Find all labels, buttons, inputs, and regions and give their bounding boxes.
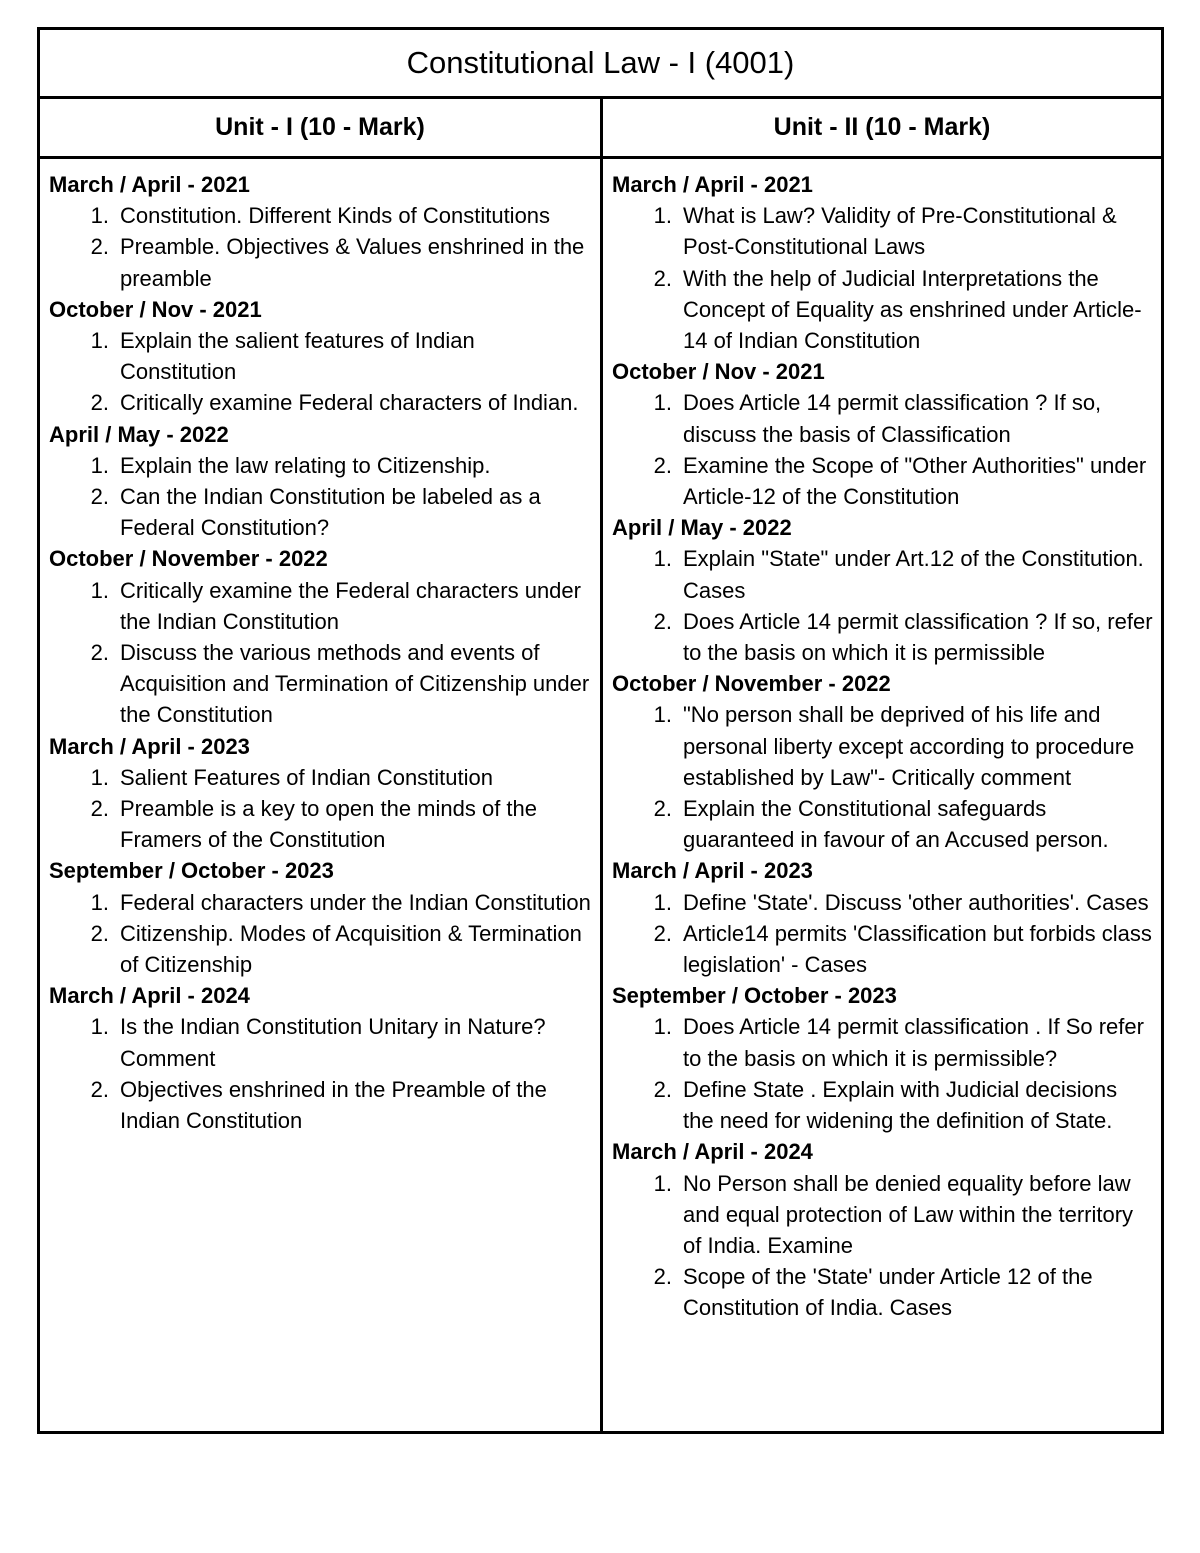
question-number: 2.	[90, 484, 109, 510]
question-item	[49, 325, 600, 387]
question-list	[612, 387, 1161, 512]
question-list	[612, 699, 1161, 855]
question-item	[49, 231, 600, 293]
question-text: Preamble. Objectives & Values enshrined in the preamble	[120, 234, 585, 291]
question-item	[49, 793, 600, 855]
question-number: 2.	[653, 265, 672, 291]
session-title: April / May - 2022	[612, 515, 792, 541]
question-number: 1.	[90, 1014, 109, 1040]
question-text: Federal characters under the Indian Constitution	[120, 889, 591, 915]
document-title: Constitutional Law - I (4001)	[39, 29, 1163, 98]
question-number: 1.	[653, 203, 672, 229]
question-item	[49, 387, 600, 418]
session-title: March / April - 2024	[612, 1139, 813, 1165]
question-item	[49, 637, 600, 731]
question-list	[49, 762, 600, 856]
question-text: Define 'State'. Discuss 'other authorities'. Cases	[683, 889, 1149, 915]
question-text: Explain the salient features of Indian Constitution	[120, 328, 475, 385]
question-number: 1.	[653, 390, 672, 416]
exam-session	[612, 512, 1161, 668]
question-number: 2.	[90, 390, 109, 416]
session-title: March / April - 2023	[49, 733, 250, 759]
question-text: Explain the law relating to Citizenship.	[120, 452, 491, 478]
question-item	[49, 481, 600, 543]
question-text: Critically examine the Federal characters under the Indian Constitution	[120, 577, 581, 634]
question-item	[612, 263, 1161, 357]
exam-session	[49, 980, 600, 1136]
question-number: 1.	[90, 203, 109, 229]
unit-1-column	[39, 158, 602, 1433]
question-text: Salient Features of Indian Constitution	[120, 764, 494, 790]
exam-session	[612, 980, 1161, 1136]
question-item	[612, 1011, 1161, 1073]
question-item	[612, 606, 1161, 668]
session-title: March / April - 2021	[49, 172, 250, 197]
question-item	[612, 887, 1161, 918]
question-list	[612, 200, 1161, 356]
question-number: 2.	[653, 452, 672, 478]
question-item	[612, 543, 1161, 605]
question-text: Scope of the 'State' under Article 12 of the Constitution of India. Cases	[683, 1264, 1093, 1321]
question-list	[612, 1168, 1161, 1324]
question-number: 2.	[90, 640, 109, 666]
unit-2-heading: Unit - II (10 - Mark)	[602, 98, 1163, 158]
question-number: 2.	[653, 1076, 672, 1102]
question-list	[49, 1011, 600, 1136]
question-text: Objectives enshrined in the Preamble of the Indian Constitution	[120, 1076, 547, 1134]
question-item	[612, 387, 1161, 449]
question-item	[612, 1168, 1161, 1262]
question-text: Does Article 14 permit classification . If So refer to the basis on which it is permissible?	[683, 1014, 1144, 1071]
session-title: October / November - 2022	[49, 546, 328, 572]
question-text: Explain the Constitutional safeguards guaranteed in favour of an Accused person.	[683, 796, 1109, 853]
unit-1-heading: Unit - I (10 - Mark)	[39, 98, 602, 158]
unit-1-sessions	[49, 169, 600, 1136]
question-item	[49, 450, 600, 481]
session-title: March / April - 2021	[612, 172, 813, 197]
question-number: 1.	[90, 452, 109, 478]
question-item	[49, 1011, 600, 1073]
question-number: 1.	[653, 702, 672, 728]
question-list	[49, 200, 600, 294]
exam-session	[612, 169, 1161, 356]
question-number: 1.	[653, 546, 672, 572]
question-number: 2.	[653, 920, 672, 946]
question-text: Critically examine Federal characters of Indian.	[120, 390, 579, 416]
question-item	[49, 762, 600, 793]
exam-session	[49, 419, 600, 544]
question-item	[612, 918, 1161, 980]
question-item	[612, 699, 1161, 793]
question-text: Does Article 14 permit classification ? If so, discuss the basis of Classification	[683, 390, 1102, 447]
question-list	[49, 575, 600, 731]
exam-session	[612, 356, 1161, 512]
unit-2-column	[602, 158, 1163, 1433]
session-title: October / November - 2022	[612, 671, 891, 697]
question-text: Article14 permits 'Classification but forbids class legislation' - Cases	[683, 920, 1152, 978]
question-number: 1.	[90, 577, 109, 603]
exam-session	[612, 668, 1161, 855]
exam-session	[49, 855, 600, 980]
question-number: 2.	[90, 920, 109, 946]
question-number: 2.	[653, 796, 672, 822]
question-number: 1.	[90, 889, 109, 915]
session-title: October / Nov - 2021	[612, 359, 825, 385]
question-text: "No person shall be deprived of his life and personal liberty except according to procedure established by Law"- Critically comment	[683, 702, 1135, 790]
question-text: Constitution. Different Kinds of Constitutions	[120, 203, 551, 229]
question-number: 2.	[653, 1264, 672, 1290]
question-item	[612, 200, 1161, 262]
exam-session	[612, 855, 1161, 980]
question-item	[612, 1261, 1161, 1323]
question-text: What is Law? Validity of Pre-Constitutional & Post-Constitutional Laws	[683, 203, 1117, 260]
question-number: 1.	[653, 889, 672, 915]
question-list	[612, 1011, 1161, 1136]
question-list	[612, 887, 1161, 981]
exam-session	[612, 1136, 1161, 1323]
question-text: Explain "State" under Art.12 of the Constitution. Cases	[683, 546, 1144, 603]
exam-session	[49, 543, 600, 730]
question-number: 2.	[90, 796, 109, 822]
session-title: September / October - 2023	[612, 983, 897, 1009]
question-item	[49, 918, 600, 980]
question-number: 1.	[653, 1170, 672, 1196]
question-number: 2.	[90, 1076, 109, 1102]
question-text: Discuss the various methods and events of Acquisition and Termination of Citizenship under the Constitution	[120, 640, 590, 728]
question-table	[37, 27, 1164, 1434]
question-list	[612, 543, 1161, 668]
question-item	[49, 575, 600, 637]
question-item	[612, 450, 1161, 512]
question-number: 1.	[653, 1014, 672, 1040]
unit-2-sessions	[612, 169, 1161, 1324]
question-text: Can the Indian Constitution be labeled as a Federal Constitution?	[120, 484, 541, 541]
question-list	[49, 450, 600, 544]
question-text: Define State . Explain with Judicial decisions the need for widening the definition of State.	[683, 1076, 1118, 1134]
question-number: 1.	[90, 764, 109, 790]
session-title: March / April - 2024	[49, 983, 250, 1009]
question-text: Examine the Scope of "Other Authorities" under Article-12 of the Constitution	[683, 452, 1147, 510]
session-title: March / April - 2023	[612, 858, 813, 884]
question-text: With the help of Judicial Interpretations the Concept of Equality as enshrined under Article-14 of Indian Constitution	[683, 265, 1142, 354]
question-item	[612, 793, 1161, 855]
question-text: Does Article 14 permit classification ? If so, refer to the basis on which it is permissible	[683, 608, 1153, 666]
question-list	[49, 325, 600, 419]
question-text: Is the Indian Constitution Unitary in Nature? Comment	[120, 1014, 546, 1071]
question-number: 2.	[653, 608, 672, 634]
question-item	[49, 1074, 600, 1136]
question-number: 2.	[90, 234, 109, 260]
question-number: 1.	[90, 328, 109, 354]
exam-session	[49, 294, 600, 419]
exam-session	[49, 731, 600, 856]
question-text: Citizenship. Modes of Acquisition & Termination of Citizenship	[120, 920, 582, 978]
session-title: April / May - 2022	[49, 421, 229, 447]
exam-session	[49, 169, 600, 294]
question-text: No Person shall be denied equality before law and equal protection of Law within the territory of India. Examine	[683, 1170, 1134, 1258]
question-item	[49, 200, 600, 231]
session-title: September / October - 2023	[49, 858, 334, 884]
session-title: October / Nov - 2021	[49, 296, 262, 322]
question-list	[49, 887, 600, 981]
question-item	[49, 887, 600, 918]
question-text: Preamble is a key to open the minds of the Framers of the Constitution	[120, 796, 538, 853]
question-item	[612, 1074, 1161, 1136]
